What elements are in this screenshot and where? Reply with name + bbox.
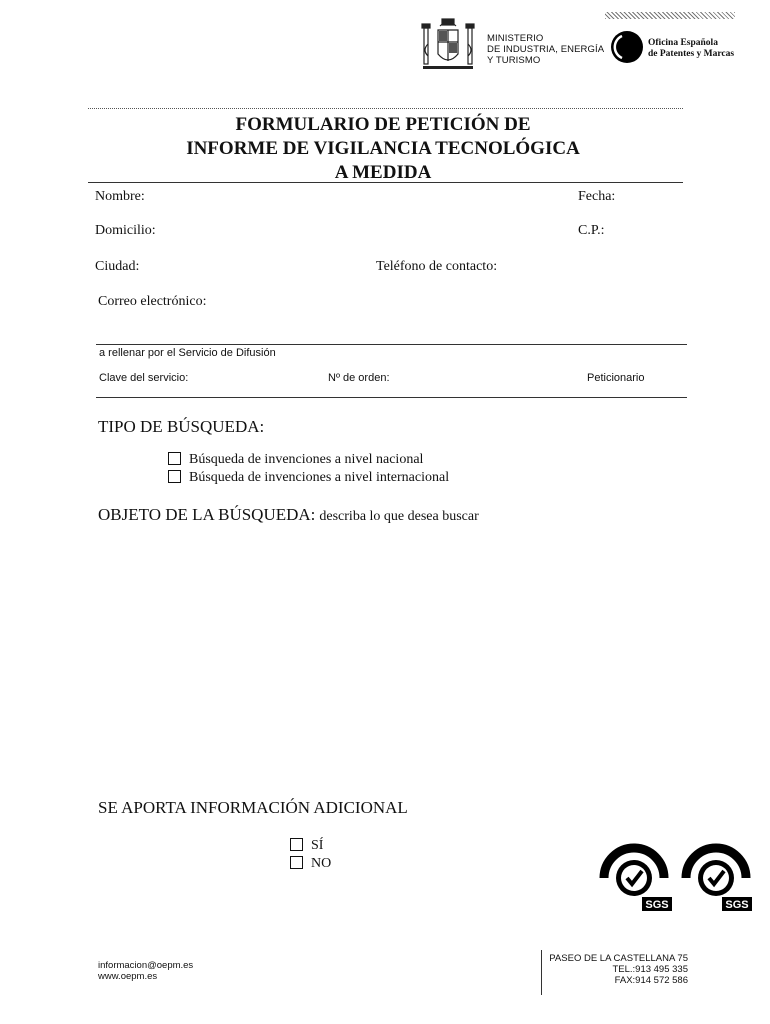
office-line: Oficina Española bbox=[648, 38, 718, 48]
clave-label: Clave del servicio: bbox=[99, 372, 189, 384]
orden-label: Nº de orden: bbox=[328, 372, 390, 384]
office-name bbox=[648, 38, 734, 60]
tipo-heading: TIPO DE BÚSQUEDA: bbox=[98, 417, 265, 436]
footer-divider bbox=[541, 950, 542, 995]
objeto-heading: OBJETO DE LA BÚSQUEDA: bbox=[98, 505, 316, 524]
oepm-logo-icon bbox=[610, 30, 644, 64]
title-line: INFORME DE VIGILANCIA TECNOLÓGICA bbox=[186, 138, 580, 159]
checkbox[interactable] bbox=[168, 452, 181, 465]
footer-fax: FAX:914 572 586 bbox=[614, 975, 688, 986]
adicional-heading: SE APORTA INFORMACIÓN ADICIONAL bbox=[98, 798, 408, 817]
ciudad-label: Ciudad: bbox=[95, 259, 140, 274]
option-label: NO bbox=[311, 856, 332, 871]
objeto-hint: describa lo que desea buscar bbox=[319, 509, 479, 524]
title-line: FORMULARIO DE PETICIÓN DE bbox=[235, 114, 531, 135]
header-hatch-bar bbox=[605, 12, 735, 19]
footer-web[interactable]: www.oepm.es bbox=[98, 971, 158, 982]
correo-label: Correo electrónico: bbox=[98, 294, 207, 309]
ministry-line: Y TURISMO bbox=[487, 55, 541, 66]
footer-tel: TEL.:913 495 335 bbox=[612, 964, 688, 975]
footer-email[interactable]: informacion@oepm.es bbox=[98, 960, 194, 971]
option-label: Búsqueda de invenciones a nivel nacional bbox=[189, 452, 424, 467]
service-note: a rellenar por el Servicio de Difusión bbox=[99, 347, 276, 359]
coat-of-arms-icon bbox=[418, 14, 478, 74]
adicional-option-si[interactable] bbox=[290, 838, 323, 854]
ministry-name bbox=[487, 33, 604, 66]
service-top-divider bbox=[96, 344, 687, 345]
nombre-label: Nombre: bbox=[95, 189, 145, 204]
title-divider bbox=[88, 182, 683, 183]
ministry-line: MINISTERIO bbox=[487, 33, 544, 44]
tipo-option-internacional[interactable] bbox=[168, 470, 449, 486]
objeto-writing-area[interactable] bbox=[96, 530, 686, 790]
footer-address bbox=[545, 953, 688, 986]
office-line: de Patentes y Marcas bbox=[648, 49, 735, 59]
telefono-label: Teléfono de contacto: bbox=[376, 259, 498, 274]
sgs-iso-seal-icon bbox=[596, 832, 672, 912]
footer-contact bbox=[98, 960, 193, 982]
cp-label: C.P.: bbox=[578, 223, 605, 238]
sgs-une-seal-icon bbox=[678, 832, 754, 912]
checkbox[interactable] bbox=[290, 838, 303, 851]
tipo-option-nacional[interactable] bbox=[168, 452, 423, 468]
option-label: Búsqueda de invenciones a nivel internacional bbox=[189, 470, 450, 485]
option-label: SÍ bbox=[311, 838, 324, 853]
title-line: A MEDIDA bbox=[334, 162, 432, 183]
domicilio-label: Domicilio: bbox=[95, 223, 156, 238]
fecha-label: Fecha: bbox=[578, 189, 616, 204]
checkbox[interactable] bbox=[290, 856, 303, 869]
adicional-option-no[interactable] bbox=[290, 856, 331, 872]
header-divider bbox=[88, 108, 683, 109]
ministry-line: DE INDUSTRIA, ENERGÍA bbox=[487, 44, 605, 55]
peticionario-label: Peticionario bbox=[587, 372, 645, 384]
form-title bbox=[88, 113, 678, 185]
checkbox[interactable] bbox=[168, 470, 181, 483]
footer-address-line: PASEO DE LA CASTELLANA 75 bbox=[549, 953, 688, 964]
service-bottom-divider bbox=[96, 397, 687, 398]
svg-text:SGS: SGS bbox=[645, 899, 669, 911]
objeto-row bbox=[98, 505, 479, 525]
svg-text:SGS: SGS bbox=[725, 899, 749, 911]
